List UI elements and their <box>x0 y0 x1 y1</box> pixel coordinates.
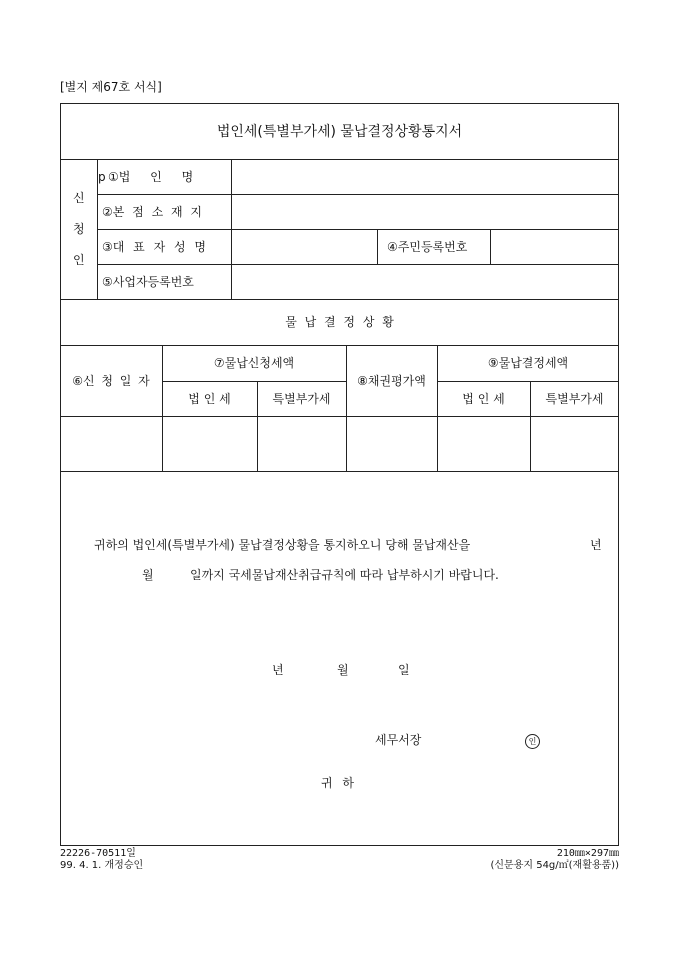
divider <box>60 299 619 300</box>
divider <box>490 229 491 264</box>
addressee: 귀 하 <box>321 776 354 790</box>
notice-line-1: 귀하의 법인세(특별부가세) 물납결정상황을 통지하오니 당해 물납재산을 <box>94 538 471 552</box>
footer-approval: 99. 4. 1. 개정승인 <box>60 860 144 871</box>
divider <box>346 345 347 471</box>
footer-paper: (신문용지 54g/㎡(재활용품)) <box>490 860 619 871</box>
row-prefix: p <box>98 170 106 184</box>
divider <box>60 416 619 417</box>
date-year: 년 <box>272 663 284 677</box>
divider <box>97 264 619 265</box>
notice-month: 월 <box>142 568 154 582</box>
biz-reg-label: ⑤사업자등록번호 <box>102 275 194 289</box>
applicant-label-2: 청 <box>73 222 85 236</box>
app-date-label: ⑥신 청 일 자 <box>72 374 150 388</box>
seal-stamp: 인 <box>525 734 540 749</box>
notice-line-2: 일까지 국세물납재산취급규칙에 따라 납부하시기 바랍니다. <box>190 568 499 582</box>
divider <box>97 229 619 230</box>
applicant-label-3: 인 <box>73 253 85 267</box>
rep-name-label: ③대 표 자 성 명 <box>102 240 206 254</box>
decided-special-tax-label: 특별부가세 <box>545 392 604 406</box>
footer-size: 210㎜×297㎜ <box>556 848 619 859</box>
page-title: 법인세(특별부가세) 물납결정상황통지서 <box>216 124 463 140</box>
divider <box>60 471 619 472</box>
address-label: ②본 점 소 재 지 <box>102 205 202 219</box>
notice-year: 년 <box>590 538 602 552</box>
resident-no-label: ④주민등록번호 <box>387 240 468 254</box>
divider <box>97 194 619 195</box>
divider <box>60 159 619 160</box>
applicant-label-1: 신 <box>73 191 85 205</box>
divider <box>231 159 232 299</box>
decided-corp-tax-label: 법 인 세 <box>462 392 505 406</box>
divider <box>60 345 619 346</box>
req-special-tax-label: 특별부가세 <box>272 392 331 406</box>
decided-amount-label: ⑨물납결정세액 <box>487 356 569 370</box>
tax-office-head: 세무서장 <box>375 733 422 747</box>
divider <box>162 381 346 382</box>
divider <box>437 381 619 382</box>
status-heading: 물 납 결 정 상 황 <box>285 315 394 329</box>
date-month: 월 <box>337 663 349 677</box>
divider <box>377 229 378 264</box>
req-amount-label: ⑦물납신청세액 <box>213 356 295 370</box>
form-id: [별지 제67호 서식] <box>60 80 162 94</box>
req-corp-tax-label: 법 인 세 <box>188 392 231 406</box>
date-day: 일 <box>398 663 410 677</box>
corp-name-label: ①법 인 명 <box>108 170 194 184</box>
footer-code: 22226-70511일 <box>60 848 136 859</box>
bond-value-label: ⑧채권평가액 <box>357 374 426 388</box>
